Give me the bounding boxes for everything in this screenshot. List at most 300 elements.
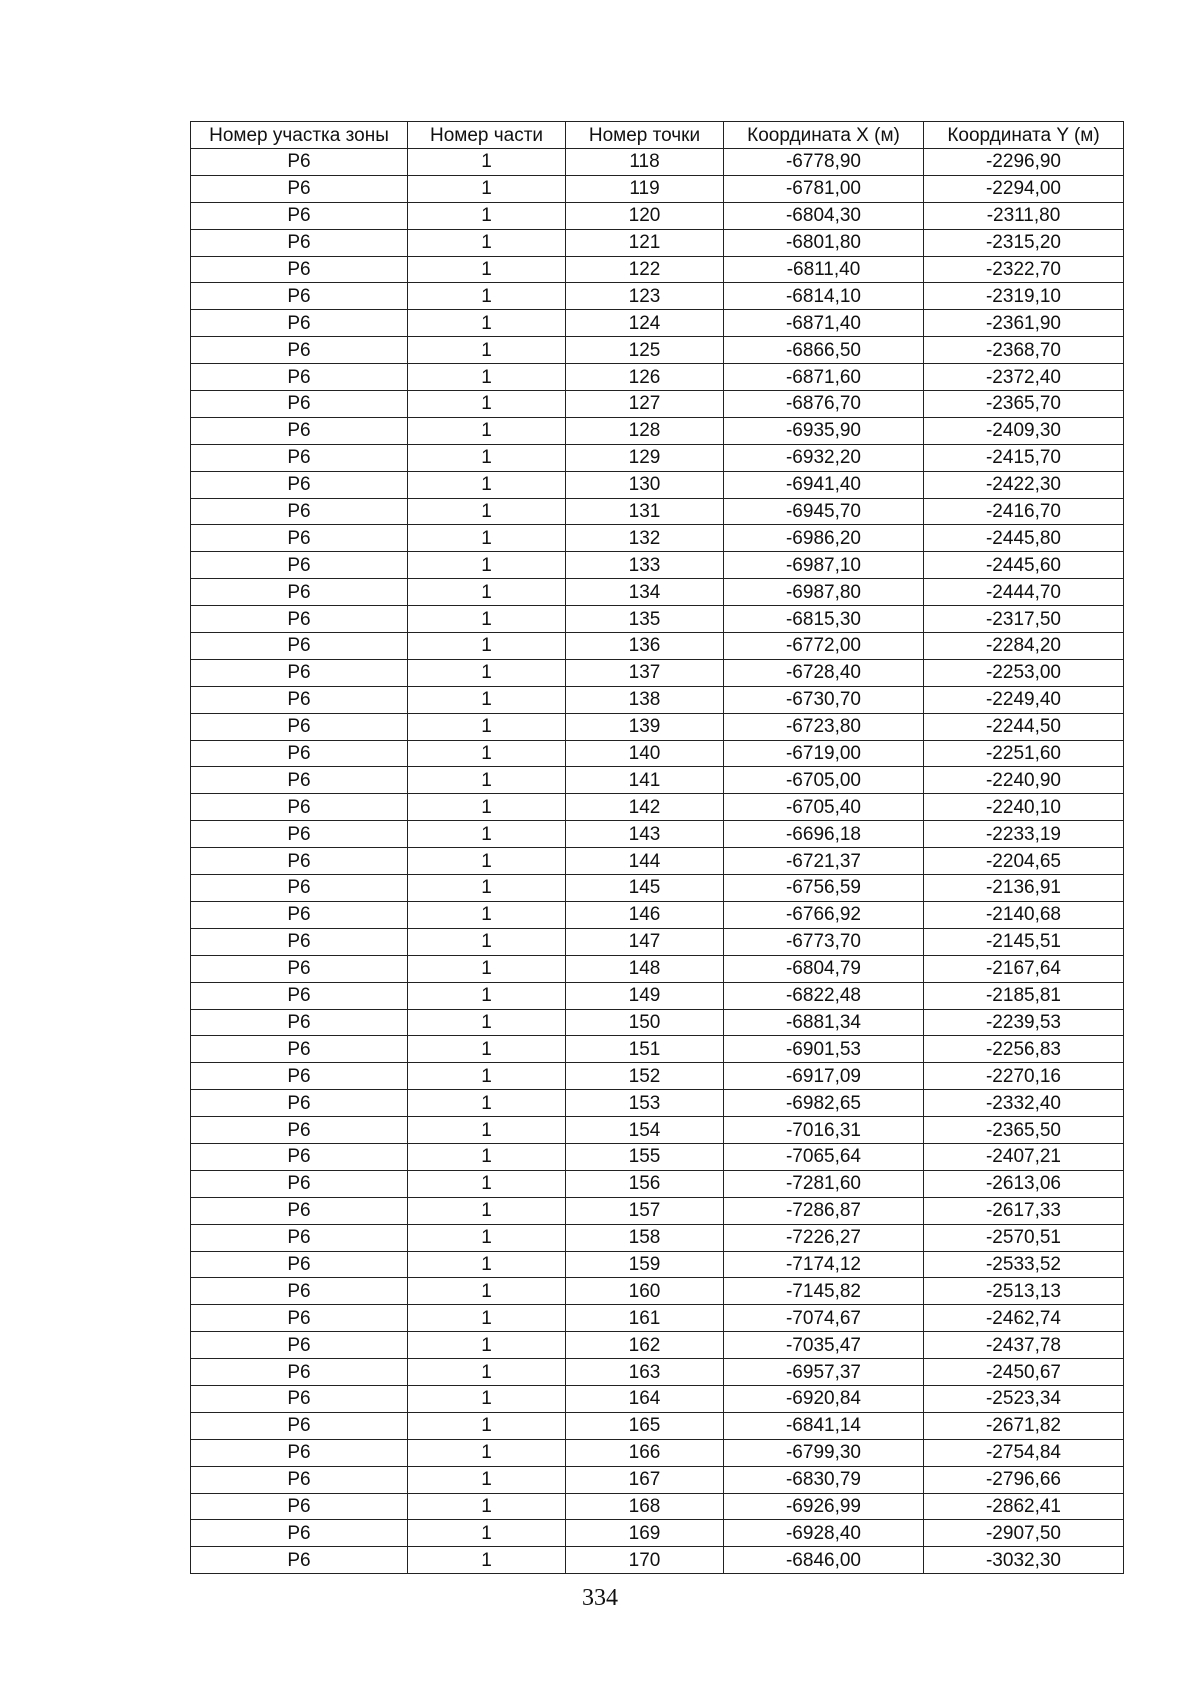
cell-coordinate-x: -6721,37 <box>724 848 924 875</box>
cell-coordinate-y: -2244,50 <box>924 713 1124 740</box>
cell-coordinate-x: -6935,90 <box>724 417 924 444</box>
cell-point-number: 145 <box>566 875 724 902</box>
table-row <box>191 256 1124 283</box>
cell-coordinate-x: -6830,79 <box>724 1466 924 1493</box>
table-row <box>191 982 1124 1009</box>
cell-point-number: 165 <box>566 1412 724 1439</box>
cell-coordinate-x: -7226,27 <box>724 1224 924 1251</box>
table-row <box>191 1547 1124 1574</box>
cell-coordinate-y: -2256,83 <box>924 1036 1124 1063</box>
cell-coordinate-x: -6846,00 <box>724 1547 924 1574</box>
cell-point-number: 128 <box>566 417 724 444</box>
cell-part-number: 1 <box>408 229 566 256</box>
table-row <box>191 848 1124 875</box>
cell-zone-section: Р6 <box>191 256 408 283</box>
cell-part-number: 1 <box>408 1170 566 1197</box>
table-body <box>191 149 1124 1574</box>
cell-part-number: 1 <box>408 1036 566 1063</box>
cell-point-number: 160 <box>566 1278 724 1305</box>
cell-coordinate-x: -6986,20 <box>724 525 924 552</box>
cell-zone-section: Р6 <box>191 364 408 391</box>
table-row <box>191 767 1124 794</box>
cell-part-number: 1 <box>408 471 566 498</box>
cell-point-number: 169 <box>566 1520 724 1547</box>
cell-coordinate-y: -2907,50 <box>924 1520 1124 1547</box>
cell-part-number: 1 <box>408 1278 566 1305</box>
cell-point-number: 157 <box>566 1197 724 1224</box>
header-coordinate-x: Координата X (м) <box>724 122 924 149</box>
cell-point-number: 144 <box>566 848 724 875</box>
cell-part-number: 1 <box>408 1090 566 1117</box>
cell-point-number: 134 <box>566 579 724 606</box>
cell-part-number: 1 <box>408 579 566 606</box>
cell-point-number: 152 <box>566 1063 724 1090</box>
cell-zone-section: Р6 <box>191 955 408 982</box>
cell-part-number: 1 <box>408 1009 566 1036</box>
cell-part-number: 1 <box>408 1197 566 1224</box>
cell-point-number: 129 <box>566 444 724 471</box>
cell-point-number: 153 <box>566 1090 724 1117</box>
cell-zone-section: Р6 <box>191 149 408 176</box>
cell-coordinate-y: -2253,00 <box>924 659 1124 686</box>
cell-coordinate-y: -2409,30 <box>924 417 1124 444</box>
header-row <box>191 122 1124 149</box>
cell-part-number: 1 <box>408 875 566 902</box>
cell-zone-section: Р6 <box>191 848 408 875</box>
cell-zone-section: Р6 <box>191 606 408 633</box>
cell-coordinate-x: -7016,31 <box>724 1117 924 1144</box>
cell-coordinate-x: -6866,50 <box>724 337 924 364</box>
cell-point-number: 161 <box>566 1305 724 1332</box>
table-row <box>191 1143 1124 1170</box>
cell-point-number: 133 <box>566 552 724 579</box>
cell-coordinate-y: -2251,60 <box>924 740 1124 767</box>
cell-coordinate-y: -2315,20 <box>924 229 1124 256</box>
cell-coordinate-y: -2332,40 <box>924 1090 1124 1117</box>
cell-point-number: 143 <box>566 821 724 848</box>
cell-part-number: 1 <box>408 1412 566 1439</box>
table-row <box>191 901 1124 928</box>
cell-part-number: 1 <box>408 901 566 928</box>
table-row <box>191 552 1124 579</box>
table-row <box>191 1063 1124 1090</box>
cell-part-number: 1 <box>408 713 566 740</box>
cell-zone-section: Р6 <box>191 1305 408 1332</box>
cell-zone-section: Р6 <box>191 1412 408 1439</box>
cell-coordinate-y: -2361,90 <box>924 310 1124 337</box>
cell-part-number: 1 <box>408 525 566 552</box>
cell-point-number: 168 <box>566 1493 724 1520</box>
cell-point-number: 141 <box>566 767 724 794</box>
cell-point-number: 131 <box>566 498 724 525</box>
cell-part-number: 1 <box>408 498 566 525</box>
cell-coordinate-x: -6987,80 <box>724 579 924 606</box>
table-row <box>191 1359 1124 1386</box>
table-row <box>191 1385 1124 1412</box>
table-row <box>191 1520 1124 1547</box>
cell-part-number: 1 <box>408 848 566 875</box>
table-row <box>191 1117 1124 1144</box>
cell-zone-section: Р6 <box>191 1170 408 1197</box>
cell-part-number: 1 <box>408 1305 566 1332</box>
table-row <box>191 1439 1124 1466</box>
cell-point-number: 136 <box>566 633 724 660</box>
cell-zone-section: Р6 <box>191 901 408 928</box>
cell-coordinate-y: -2372,40 <box>924 364 1124 391</box>
cell-part-number: 1 <box>408 1547 566 1574</box>
table-row <box>191 283 1124 310</box>
cell-zone-section: Р6 <box>191 283 408 310</box>
cell-coordinate-y: -2317,50 <box>924 606 1124 633</box>
cell-point-number: 127 <box>566 391 724 418</box>
cell-point-number: 162 <box>566 1332 724 1359</box>
cell-part-number: 1 <box>408 982 566 1009</box>
table-row <box>191 1009 1124 1036</box>
cell-zone-section: Р6 <box>191 1547 408 1574</box>
cell-coordinate-x: -6773,70 <box>724 928 924 955</box>
cell-coordinate-y: -2368,70 <box>924 337 1124 364</box>
table-row <box>191 337 1124 364</box>
table-row <box>191 498 1124 525</box>
cell-coordinate-x: -6811,40 <box>724 256 924 283</box>
cell-coordinate-x: -6696,18 <box>724 821 924 848</box>
cell-zone-section: Р6 <box>191 1278 408 1305</box>
table-row <box>191 229 1124 256</box>
table-row <box>191 794 1124 821</box>
cell-part-number: 1 <box>408 1143 566 1170</box>
cell-coordinate-x: -6719,00 <box>724 740 924 767</box>
cell-part-number: 1 <box>408 202 566 229</box>
cell-coordinate-x: -7174,12 <box>724 1251 924 1278</box>
cell-point-number: 149 <box>566 982 724 1009</box>
cell-coordinate-y: -2270,16 <box>924 1063 1124 1090</box>
cell-zone-section: Р6 <box>191 1063 408 1090</box>
cell-part-number: 1 <box>408 256 566 283</box>
cell-part-number: 1 <box>408 552 566 579</box>
cell-coordinate-x: -6728,40 <box>724 659 924 686</box>
cell-zone-section: Р6 <box>191 202 408 229</box>
cell-zone-section: Р6 <box>191 740 408 767</box>
cell-part-number: 1 <box>408 364 566 391</box>
header-point-number: Номер точки <box>566 122 724 149</box>
cell-part-number: 1 <box>408 928 566 955</box>
cell-point-number: 154 <box>566 1117 724 1144</box>
cell-zone-section: Р6 <box>191 928 408 955</box>
cell-zone-section: Р6 <box>191 498 408 525</box>
cell-point-number: 166 <box>566 1439 724 1466</box>
cell-part-number: 1 <box>408 821 566 848</box>
cell-part-number: 1 <box>408 659 566 686</box>
cell-zone-section: Р6 <box>191 767 408 794</box>
cell-coordinate-y: -2140,68 <box>924 901 1124 928</box>
cell-point-number: 155 <box>566 1143 724 1170</box>
cell-point-number: 148 <box>566 955 724 982</box>
table-row <box>191 444 1124 471</box>
cell-part-number: 1 <box>408 767 566 794</box>
table-row <box>191 1466 1124 1493</box>
table-row <box>191 1305 1124 1332</box>
cell-coordinate-x: -6926,99 <box>724 1493 924 1520</box>
cell-zone-section: Р6 <box>191 175 408 202</box>
cell-coordinate-y: -2444,70 <box>924 579 1124 606</box>
cell-coordinate-y: -2136,91 <box>924 875 1124 902</box>
cell-coordinate-y: -2185,81 <box>924 982 1124 1009</box>
cell-zone-section: Р6 <box>191 417 408 444</box>
cell-point-number: 146 <box>566 901 724 928</box>
cell-coordinate-x: -6804,30 <box>724 202 924 229</box>
cell-part-number: 1 <box>408 1520 566 1547</box>
table-row <box>191 1090 1124 1117</box>
cell-zone-section: Р6 <box>191 1466 408 1493</box>
cell-point-number: 118 <box>566 149 724 176</box>
table-row <box>191 1224 1124 1251</box>
cell-part-number: 1 <box>408 283 566 310</box>
cell-point-number: 123 <box>566 283 724 310</box>
cell-zone-section: Р6 <box>191 659 408 686</box>
cell-coordinate-x: -6778,90 <box>724 149 924 176</box>
cell-zone-section: Р6 <box>191 686 408 713</box>
cell-part-number: 1 <box>408 955 566 982</box>
cell-point-number: 124 <box>566 310 724 337</box>
cell-coordinate-x: -6928,40 <box>724 1520 924 1547</box>
cell-coordinate-y: -2319,10 <box>924 283 1124 310</box>
cell-coordinate-x: -7035,47 <box>724 1332 924 1359</box>
cell-point-number: 142 <box>566 794 724 821</box>
cell-part-number: 1 <box>408 310 566 337</box>
cell-coordinate-x: -6932,20 <box>724 444 924 471</box>
header-zone-section: Номер участка зоны <box>191 122 408 149</box>
table-row <box>191 821 1124 848</box>
cell-zone-section: Р6 <box>191 1439 408 1466</box>
table-row <box>191 1412 1124 1439</box>
cell-coordinate-y: -2570,51 <box>924 1224 1124 1251</box>
cell-coordinate-x: -6756,59 <box>724 875 924 902</box>
cell-zone-section: Р6 <box>191 1359 408 1386</box>
table-row <box>191 202 1124 229</box>
cell-zone-section: Р6 <box>191 391 408 418</box>
cell-coordinate-x: -6815,30 <box>724 606 924 633</box>
table-row <box>191 471 1124 498</box>
cell-point-number: 170 <box>566 1547 724 1574</box>
table-row <box>191 1493 1124 1520</box>
table-row <box>191 1278 1124 1305</box>
cell-coordinate-x: -6772,00 <box>724 633 924 660</box>
cell-zone-section: Р6 <box>191 337 408 364</box>
cell-part-number: 1 <box>408 337 566 364</box>
cell-point-number: 164 <box>566 1385 724 1412</box>
cell-point-number: 135 <box>566 606 724 633</box>
cell-point-number: 159 <box>566 1251 724 1278</box>
cell-coordinate-x: -6982,65 <box>724 1090 924 1117</box>
cell-coordinate-y: -2533,52 <box>924 1251 1124 1278</box>
cell-coordinate-y: -2445,80 <box>924 525 1124 552</box>
cell-coordinate-x: -7145,82 <box>724 1278 924 1305</box>
cell-part-number: 1 <box>408 686 566 713</box>
cell-zone-section: Р6 <box>191 1332 408 1359</box>
table-row <box>191 1036 1124 1063</box>
cell-coordinate-y: -2613,06 <box>924 1170 1124 1197</box>
cell-part-number: 1 <box>408 391 566 418</box>
cell-zone-section: Р6 <box>191 875 408 902</box>
cell-zone-section: Р6 <box>191 525 408 552</box>
table-row <box>191 1197 1124 1224</box>
cell-point-number: 167 <box>566 1466 724 1493</box>
cell-coordinate-x: -6705,40 <box>724 794 924 821</box>
cell-coordinate-y: -2145,51 <box>924 928 1124 955</box>
cell-coordinate-y: -2415,70 <box>924 444 1124 471</box>
table-row <box>191 525 1124 552</box>
table-row <box>191 686 1124 713</box>
cell-zone-section: Р6 <box>191 552 408 579</box>
cell-coordinate-y: -2322,70 <box>924 256 1124 283</box>
cell-part-number: 1 <box>408 1439 566 1466</box>
cell-point-number: 163 <box>566 1359 724 1386</box>
cell-zone-section: Р6 <box>191 471 408 498</box>
cell-coordinate-y: -2617,33 <box>924 1197 1124 1224</box>
table-row <box>191 310 1124 337</box>
cell-coordinate-x: -6799,30 <box>724 1439 924 1466</box>
cell-coordinate-x: -6766,92 <box>724 901 924 928</box>
cell-coordinate-y: -2365,50 <box>924 1117 1124 1144</box>
cell-zone-section: Р6 <box>191 1251 408 1278</box>
table-row <box>191 955 1124 982</box>
cell-coordinate-x: -6957,37 <box>724 1359 924 1386</box>
cell-zone-section: Р6 <box>191 1385 408 1412</box>
cell-part-number: 1 <box>408 1063 566 1090</box>
table-row <box>191 928 1124 955</box>
cell-part-number: 1 <box>408 1359 566 1386</box>
cell-coordinate-x: -6876,70 <box>724 391 924 418</box>
cell-zone-section: Р6 <box>191 229 408 256</box>
cell-coordinate-y: -2167,64 <box>924 955 1124 982</box>
cell-coordinate-y: -2416,70 <box>924 498 1124 525</box>
cell-coordinate-x: -6723,80 <box>724 713 924 740</box>
cell-part-number: 1 <box>408 1466 566 1493</box>
cell-part-number: 1 <box>408 1251 566 1278</box>
header-part-number: Номер части <box>408 122 566 149</box>
cell-coordinate-x: -6801,80 <box>724 229 924 256</box>
cell-zone-section: Р6 <box>191 1224 408 1251</box>
cell-coordinate-x: -7074,67 <box>724 1305 924 1332</box>
cell-part-number: 1 <box>408 1493 566 1520</box>
cell-point-number: 156 <box>566 1170 724 1197</box>
cell-coordinate-y: -2407,21 <box>924 1143 1124 1170</box>
table-header <box>191 122 1124 149</box>
table-row <box>191 875 1124 902</box>
cell-zone-section: Р6 <box>191 794 408 821</box>
table-row <box>191 579 1124 606</box>
table-row <box>191 417 1124 444</box>
coordinates-table <box>190 121 1124 1574</box>
cell-coordinate-y: -2462,74 <box>924 1305 1124 1332</box>
cell-part-number: 1 <box>408 794 566 821</box>
table-row <box>191 740 1124 767</box>
cell-coordinate-y: -2422,30 <box>924 471 1124 498</box>
cell-zone-section: Р6 <box>191 1036 408 1063</box>
cell-coordinate-x: -7286,87 <box>724 1197 924 1224</box>
header-coordinate-y: Координата Y (м) <box>924 122 1124 149</box>
cell-point-number: 126 <box>566 364 724 391</box>
cell-zone-section: Р6 <box>191 1117 408 1144</box>
cell-coordinate-y: -2754,84 <box>924 1439 1124 1466</box>
cell-coordinate-y: -2239,53 <box>924 1009 1124 1036</box>
cell-part-number: 1 <box>408 1385 566 1412</box>
cell-point-number: 125 <box>566 337 724 364</box>
table-row <box>191 364 1124 391</box>
cell-zone-section: Р6 <box>191 1090 408 1117</box>
cell-coordinate-x: -6804,79 <box>724 955 924 982</box>
cell-coordinate-y: -2671,82 <box>924 1412 1124 1439</box>
cell-coordinate-y: -2294,00 <box>924 175 1124 202</box>
cell-zone-section: Р6 <box>191 821 408 848</box>
table-row <box>191 175 1124 202</box>
cell-part-number: 1 <box>408 1224 566 1251</box>
cell-point-number: 119 <box>566 175 724 202</box>
cell-part-number: 1 <box>408 606 566 633</box>
cell-coordinate-x: -6730,70 <box>724 686 924 713</box>
cell-coordinate-x: -6920,84 <box>724 1385 924 1412</box>
cell-coordinate-y: -2240,90 <box>924 767 1124 794</box>
cell-coordinate-y: -2204,65 <box>924 848 1124 875</box>
cell-coordinate-y: -2445,60 <box>924 552 1124 579</box>
table-row <box>191 391 1124 418</box>
cell-point-number: 139 <box>566 713 724 740</box>
cell-coordinate-x: -7065,64 <box>724 1143 924 1170</box>
cell-coordinate-y: -2365,70 <box>924 391 1124 418</box>
cell-coordinate-y: -2437,78 <box>924 1332 1124 1359</box>
cell-coordinate-x: -6781,00 <box>724 175 924 202</box>
cell-coordinate-y: -2796,66 <box>924 1466 1124 1493</box>
cell-zone-section: Р6 <box>191 713 408 740</box>
cell-part-number: 1 <box>408 444 566 471</box>
cell-coordinate-x: -6871,40 <box>724 310 924 337</box>
cell-coordinate-y: -2513,13 <box>924 1278 1124 1305</box>
table-row <box>191 659 1124 686</box>
cell-zone-section: Р6 <box>191 1197 408 1224</box>
cell-part-number: 1 <box>408 1117 566 1144</box>
table-row <box>191 1170 1124 1197</box>
cell-coordinate-x: -6901,53 <box>724 1036 924 1063</box>
cell-zone-section: Р6 <box>191 1009 408 1036</box>
cell-coordinate-y: -2296,90 <box>924 149 1124 176</box>
cell-point-number: 122 <box>566 256 724 283</box>
cell-part-number: 1 <box>408 1332 566 1359</box>
cell-part-number: 1 <box>408 175 566 202</box>
cell-zone-section: Р6 <box>191 444 408 471</box>
cell-coordinate-y: -2311,80 <box>924 202 1124 229</box>
cell-part-number: 1 <box>408 417 566 444</box>
cell-zone-section: Р6 <box>191 982 408 1009</box>
table-row <box>191 1332 1124 1359</box>
cell-coordinate-y: -2523,34 <box>924 1385 1124 1412</box>
cell-part-number: 1 <box>408 633 566 660</box>
table-row <box>191 1251 1124 1278</box>
table-row <box>191 633 1124 660</box>
cell-zone-section: Р6 <box>191 633 408 660</box>
table-row <box>191 713 1124 740</box>
cell-coordinate-y: -2284,20 <box>924 633 1124 660</box>
cell-coordinate-x: -6917,09 <box>724 1063 924 1090</box>
cell-coordinate-x: -6881,34 <box>724 1009 924 1036</box>
cell-point-number: 130 <box>566 471 724 498</box>
cell-part-number: 1 <box>408 740 566 767</box>
cell-coordinate-x: -6841,14 <box>724 1412 924 1439</box>
cell-point-number: 151 <box>566 1036 724 1063</box>
cell-point-number: 147 <box>566 928 724 955</box>
cell-coordinate-y: -2862,41 <box>924 1493 1124 1520</box>
cell-coordinate-x: -6814,10 <box>724 283 924 310</box>
cell-zone-section: Р6 <box>191 1143 408 1170</box>
